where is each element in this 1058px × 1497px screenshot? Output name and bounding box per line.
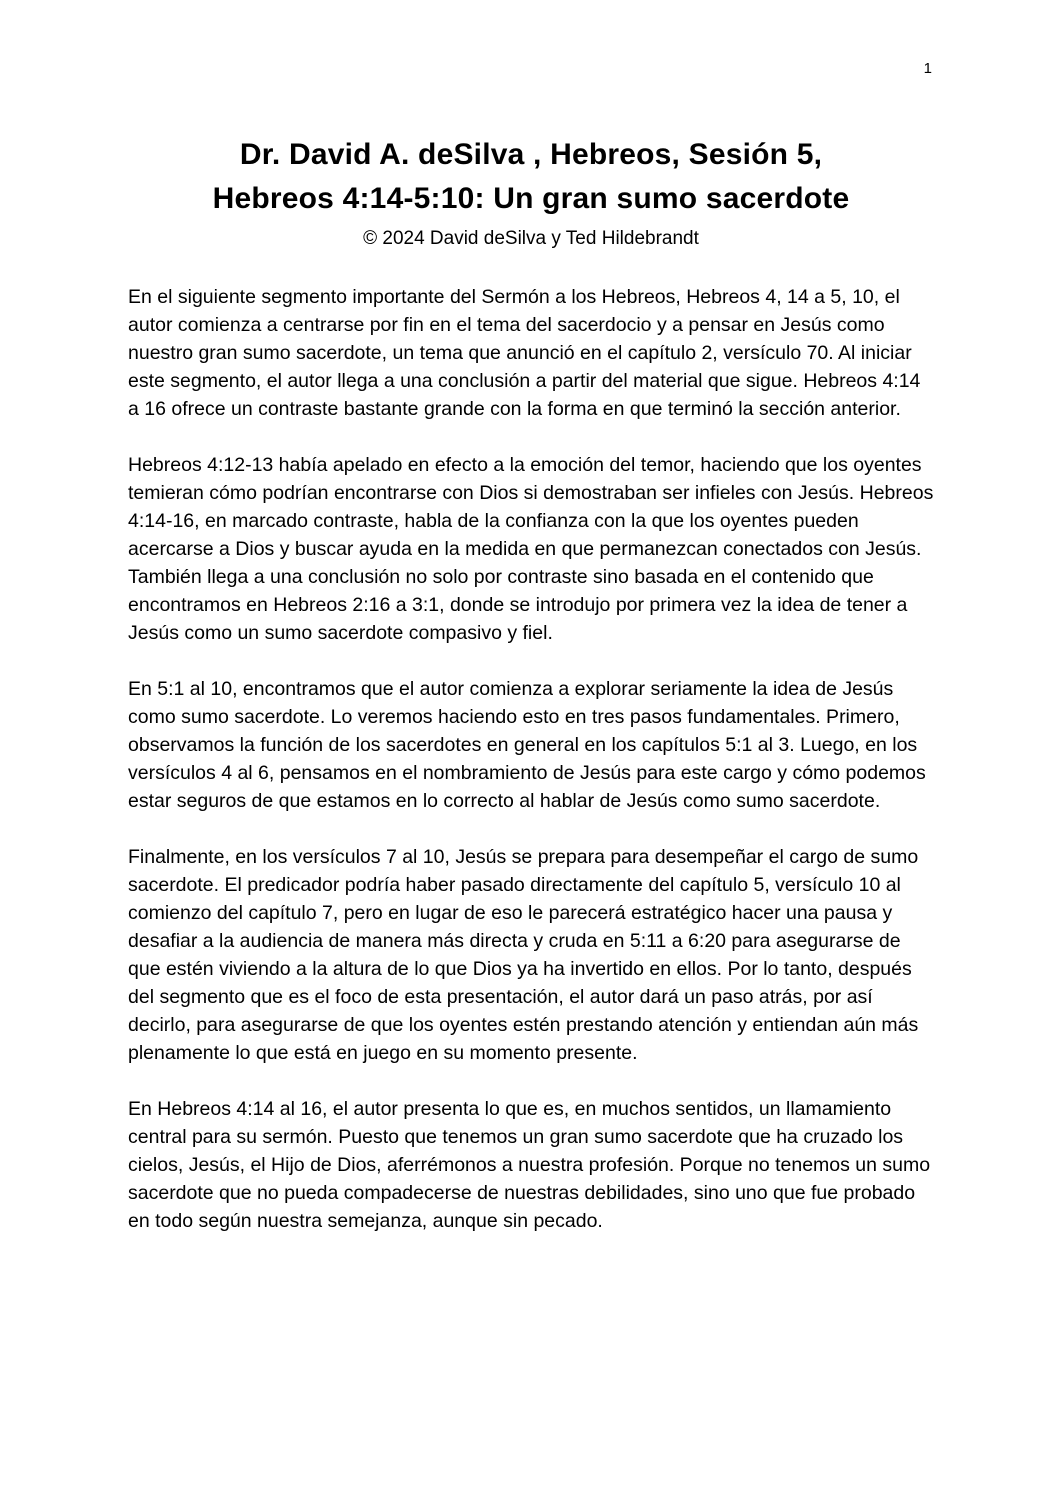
document-body (128, 283, 934, 1235)
paragraph-2: Hebreos 4:12-13 había apelado en efecto a la emoción del temor, haciendo que los oyentes temieran cómo podrían encontrarse con Dios si demostraban ser infieles con Jesús. Hebreos 4:14-16, en marcado contraste, habla de la confianza con la que los oyentes pueden acercarse a Dios y buscar ayuda en la medida en que permanezcan conectados con Jesús. También llega a una conclusión no solo por contraste sino basada en el contenido que encontramos en Hebreos 2:16 a 3:1, donde se introdujo por primera vez la idea de tener a Jesús como un sumo sacerdote compasivo y fiel. (128, 454, 934, 644)
paragraph-1: En el siguiente segmento importante del Sermón a los Hebreos, Hebreos 4, 14 a 5, 10, el autor comienza a centrarse por fin en el tema del sacerdocio y a pensar en Jesús como nuestro gran sumo sacerdote, un tema que anunció en el capítulo 2, versículo 70. Al iniciar este segmento, el autor llega a una conclusión a partir del material que sigue. Hebreos 4:14 a 16 ofrece un contraste bastante grande con la forma en que terminó la sección anterior. (128, 286, 921, 420)
document-title (128, 133, 934, 221)
paragraph-3: En 5:1 al 10, encontramos que el autor comienza a explorar seriamente la idea de Jesús como sumo sacerdote. Lo veremos haciendo esto en tres pasos fundamentales. Primero, observamos la función de los sacerdotes en general en los capítulos 5:1 al 3. Luego, en los versículos 4 al 6, pensamos en el nombramiento de Jesús para este cargo y cómo podemos estar seguros de que estamos en lo correcto al hablar de Jesús como sumo sacerdote. (128, 678, 926, 812)
title-line-2: Hebreos 4:14-5:10: Un gran sumo sacerdote (212, 182, 850, 215)
document-content (128, 133, 934, 1263)
copyright-line: © 2024 David deSilva y Ted Hildebrandt (363, 228, 699, 249)
page-number: 1 (923, 60, 932, 77)
paragraph-4: Finalmente, en los versículos 7 al 10, Jesús se prepara para desempeñar el cargo de sumo sacerdote. El predicador podría haber pasado directamente del capítulo 5, versículo 10 al comienzo del capítulo 7, pero en lugar de eso le parecerá estratégico hacer una pausa y desafiar a la audiencia de manera más directa y cruda en 5:11 a 6:20 para asegurarse de que estén viviendo a la altura de lo que Dios ya ha invertido en ellos. Por lo tanto, después del segmento que es el foco de esta presentación, el autor dará un paso atrás, por así decirlo, para asegurarse de que los oyentes estén prestando atención y entiendan aún más plenamente lo que está en juego en su momento presente. (128, 846, 919, 1064)
title-line-1: Dr. David A. deSilva , Hebreos, Sesión 5, (239, 138, 823, 171)
paragraph-5: En Hebreos 4:14 al 16, el autor presenta lo que es, en muchos sentidos, un llamamiento central para su sermón. Puesto que tenemos un gran sumo sacerdote que ha cruzado los cielos, Jesús, el Hijo de Dios, aferrémonos a nuestra profesión. Porque no tenemos un sumo sacerdote que no pueda compadecerse de nuestras debilidades, sino uno que fue probado en todo según nuestra semejanza, aunque sin pecado. (128, 1098, 931, 1232)
